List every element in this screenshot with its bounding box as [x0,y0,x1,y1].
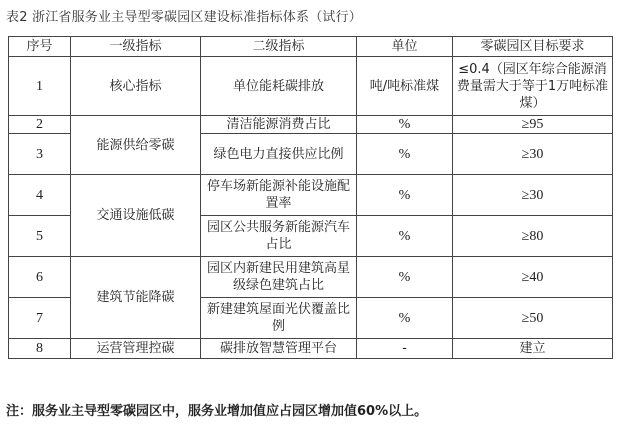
table-header-row [9,37,613,57]
header-unit: 单位 [357,37,453,57]
row-level1: 能源供给零碳 [71,116,201,175]
row-unit: % [357,134,453,175]
table-row [9,339,613,359]
row-level2: 园区内新建民用建筑高星级绿色建筑占比 [201,257,357,298]
row-no: 6 [9,257,71,298]
row-unit: % [357,298,453,339]
indicator-table [8,36,613,359]
row-unit: % [357,175,453,216]
row-unit: % [357,216,453,257]
row-target: 建立 [453,339,613,359]
header-level2: 二级指标 [201,37,357,57]
row-level2: 停车场新能源补能设施配置率 [201,175,357,216]
header-level1: 一级指标 [71,37,201,57]
row-target: ≥40 [453,257,613,298]
row-level1: 核心指标 [71,57,201,116]
row-target: ≥30 [453,175,613,216]
header-no: 序号 [9,37,71,57]
row-level2: 园区公共服务新能源汽车占比 [201,216,357,257]
row-target: ≥95 [453,116,613,134]
row-no: 5 [9,216,71,257]
table-row [9,175,613,216]
row-unit: % [357,257,453,298]
table-note: 注：服务业主导型零碳园区中，服务业增加值应占园区增加值60%以上。 [6,404,428,419]
row-level2: 清洁能源消费占比 [201,116,357,134]
row-level2: 单位能耗碳排放 [201,57,357,116]
row-no: 4 [9,175,71,216]
row-no: 1 [9,57,71,116]
header-target: 零碳园区目标要求 [453,37,613,57]
row-unit: 吨/吨标准煤 [357,57,453,116]
row-unit: % [357,116,453,134]
row-target: ≥30 [453,134,613,175]
row-level2: 新建建筑屋面光伏覆盖比例 [201,298,357,339]
row-unit: - [357,339,453,359]
table-row [9,57,613,116]
row-level1: 运营管理控碳 [71,339,201,359]
row-level2: 碳排放智慧管理平台 [201,339,357,359]
table-row [9,116,613,134]
row-target: ≤0.4（园区年综合能源消费量需大于等于1万吨标准煤） [453,57,613,116]
row-no: 3 [9,134,71,175]
row-target: ≥80 [453,216,613,257]
row-no: 2 [9,116,71,134]
row-level2: 绿色电力直接供应比例 [201,134,357,175]
row-no: 8 [9,339,71,359]
row-no: 7 [9,298,71,339]
row-target: ≥50 [453,298,613,339]
table-caption: 表2 浙江省服务业主导型零碳园区建设标准指标体系（试行） [6,10,363,25]
row-level1: 交通设施低碳 [71,175,201,257]
row-level1: 建筑节能降碳 [71,257,201,339]
table-row [9,257,613,298]
